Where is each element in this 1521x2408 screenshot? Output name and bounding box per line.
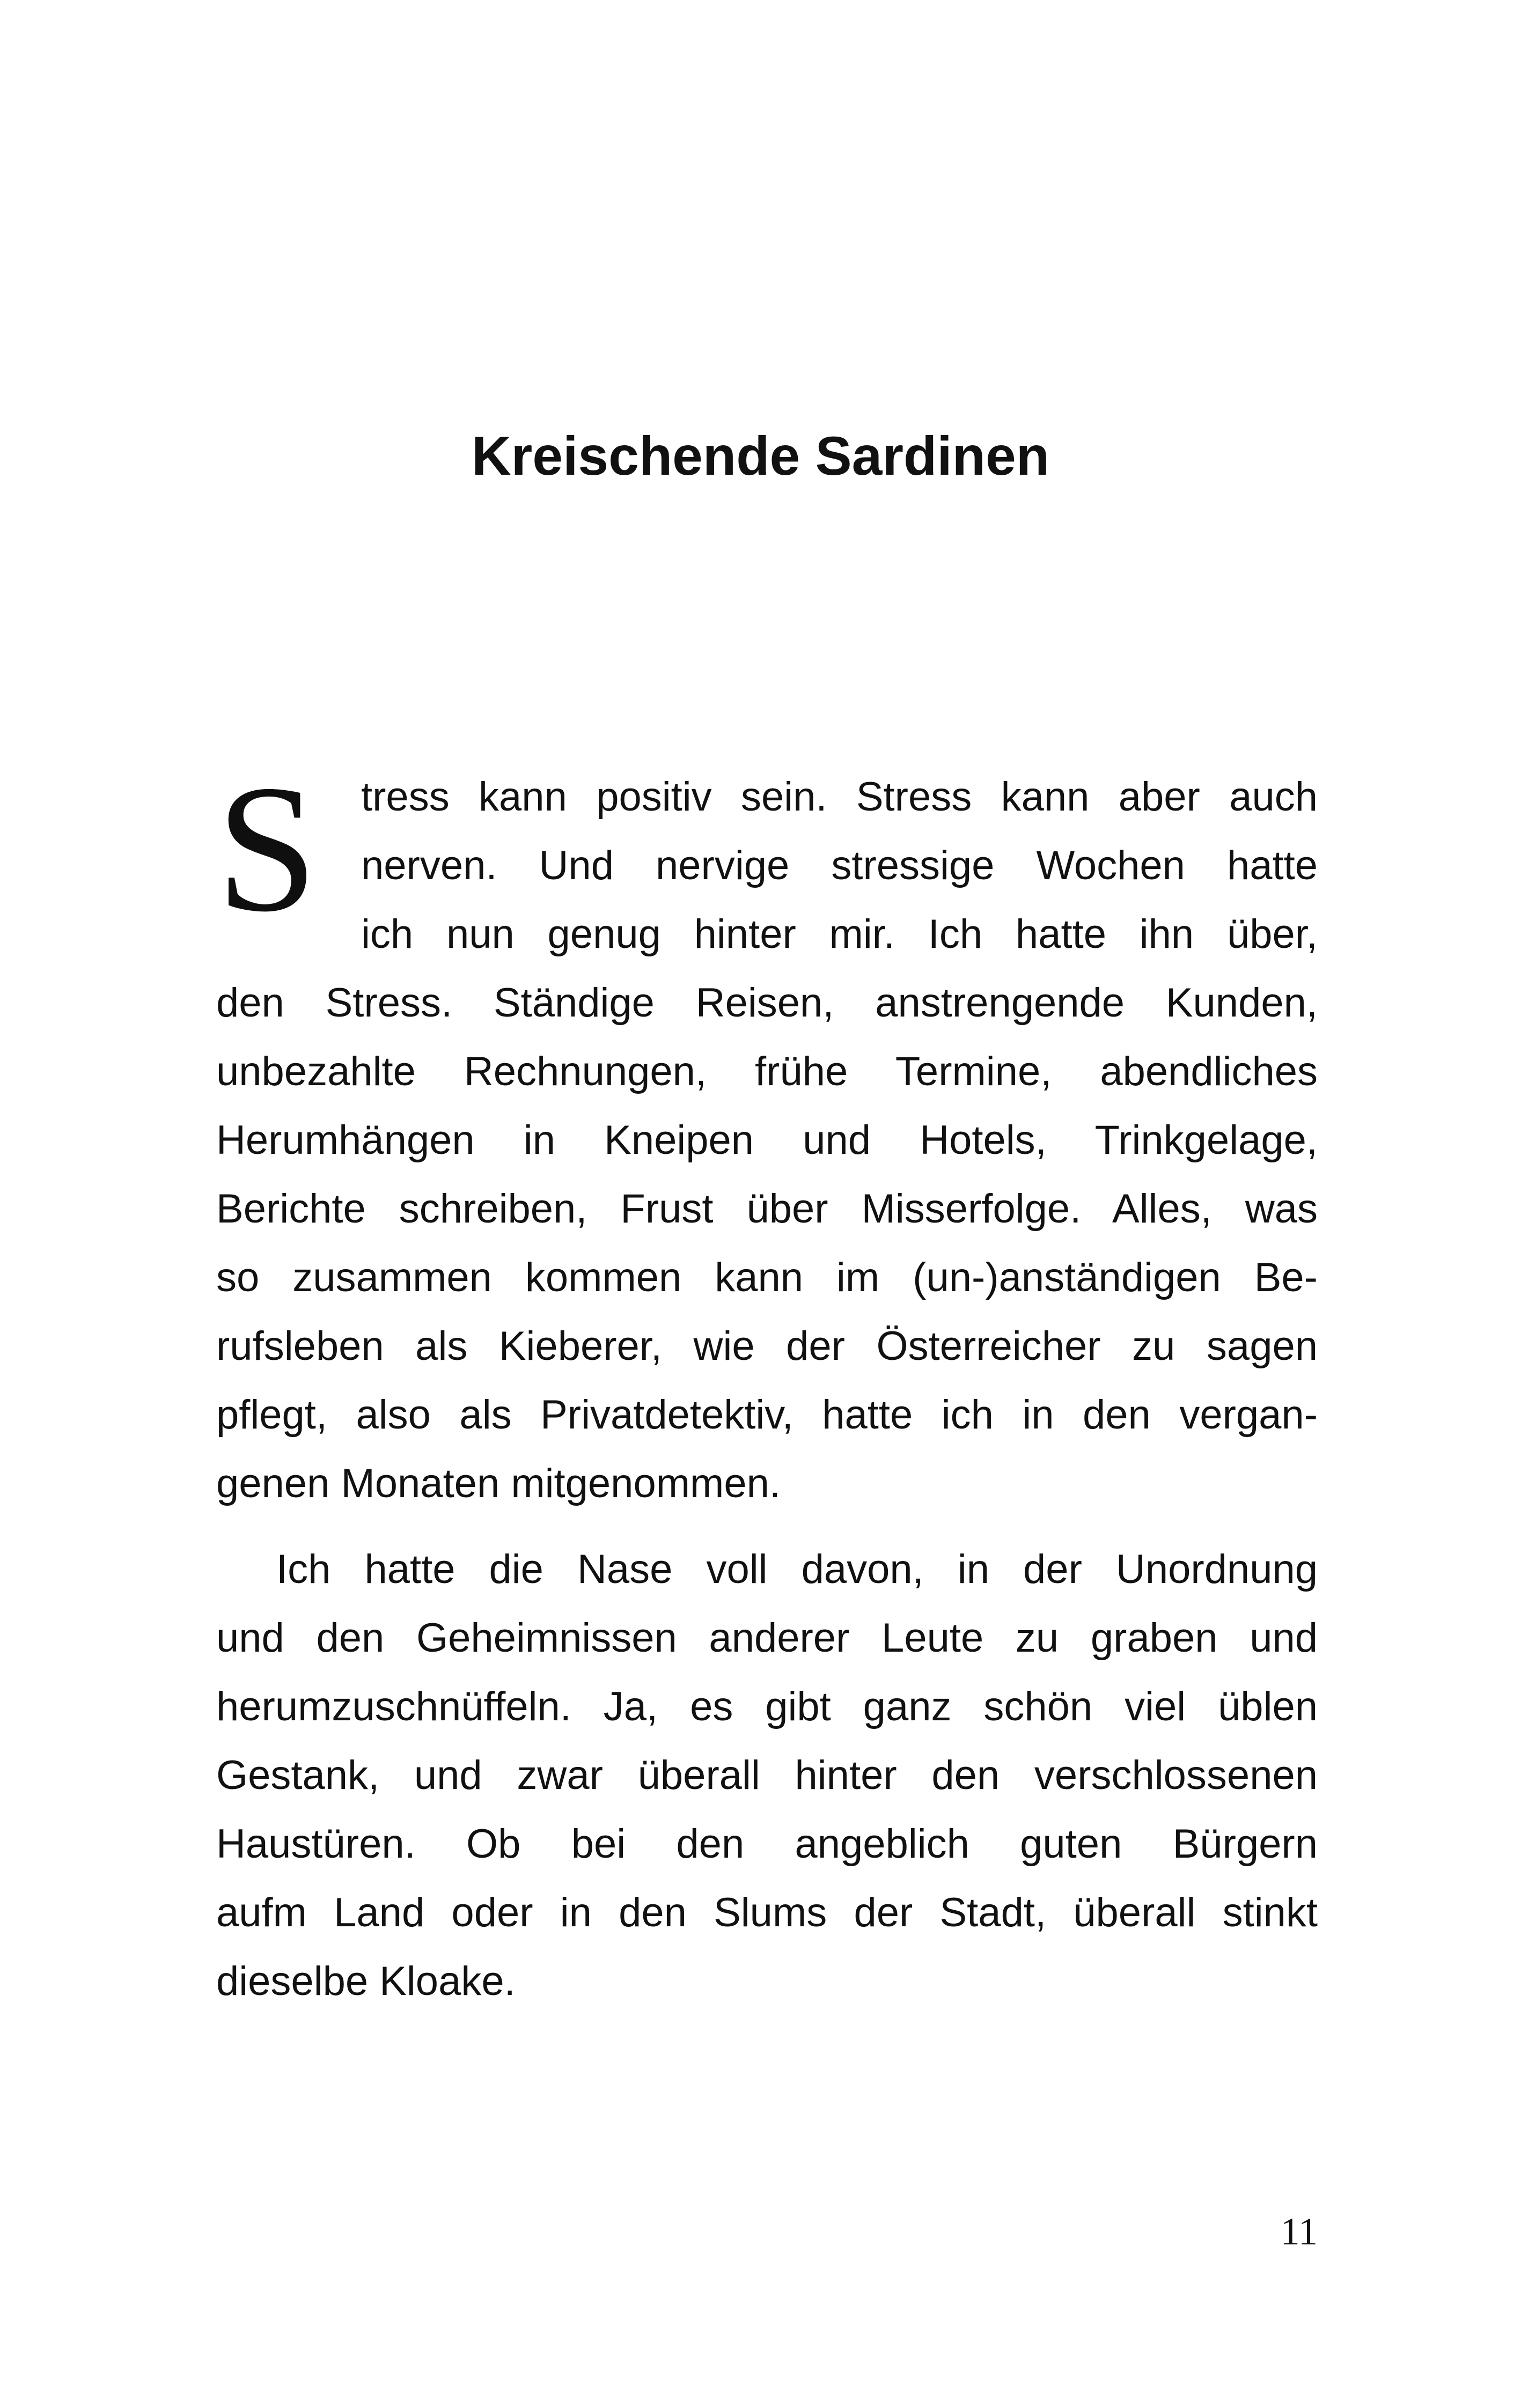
text-line: rufsleben als Kieberer, wie der Österreicher zu sagen (216, 1323, 1318, 1369)
text-line: Herumhängen in Kneipen und Hotels, Trinkgelage, (216, 1117, 1318, 1163)
text-line: dieselbe Kloake. (216, 1958, 516, 2004)
text-line: den Stress. Ständige Reisen, anstrengende Kunden, (216, 980, 1318, 1026)
text-line: tress kann positiv sein. Stress kann aber auch (361, 774, 1318, 820)
text-line: herumzuschnüffeln. Ja, es gibt ganz schön viel üblen (216, 1684, 1318, 1729)
paragraph-1 (216, 763, 1318, 1518)
chapter-title: Kreischende Sardinen (471, 425, 1050, 487)
drop-cap-letter: S (216, 747, 318, 949)
text-line: nerven. Und nervige stressige Wochen hatte (361, 843, 1318, 888)
text-line: so zusammen kommen kann im (un-)anständigen Be- (216, 1255, 1318, 1300)
text-line: Gestank, und zwar überall hinter den verschlossenen (216, 1752, 1318, 1798)
text-line: pflegt, also als Privatdetektiv, hatte ich in den vergan- (216, 1392, 1318, 1438)
text-line: genen Monaten mitgenommen. (216, 1461, 781, 1506)
page-number: 11 (1280, 2210, 1318, 2253)
text-line: Haustüren. Ob bei den angeblich guten Bürgern (216, 1821, 1318, 1867)
text-line: ich nun genug hinter mir. Ich hatte ihn über, (361, 911, 1318, 957)
text-line: aufm Land oder in den Slums der Stadt, überall stinkt (216, 1890, 1318, 1935)
text-line: Berichte schreiben, Frust über Misserfolge. Alles, was (216, 1186, 1318, 1232)
text-line: unbezahlte Rechnungen, frühe Termine, abendliches (216, 1049, 1318, 1094)
paragraph-2 (216, 1535, 1318, 2016)
text-line: Ich hatte die Nase voll davon, in der Unordnung (276, 1547, 1318, 1592)
text-line: und den Geheimnissen anderer Leute zu graben und (216, 1615, 1318, 1661)
